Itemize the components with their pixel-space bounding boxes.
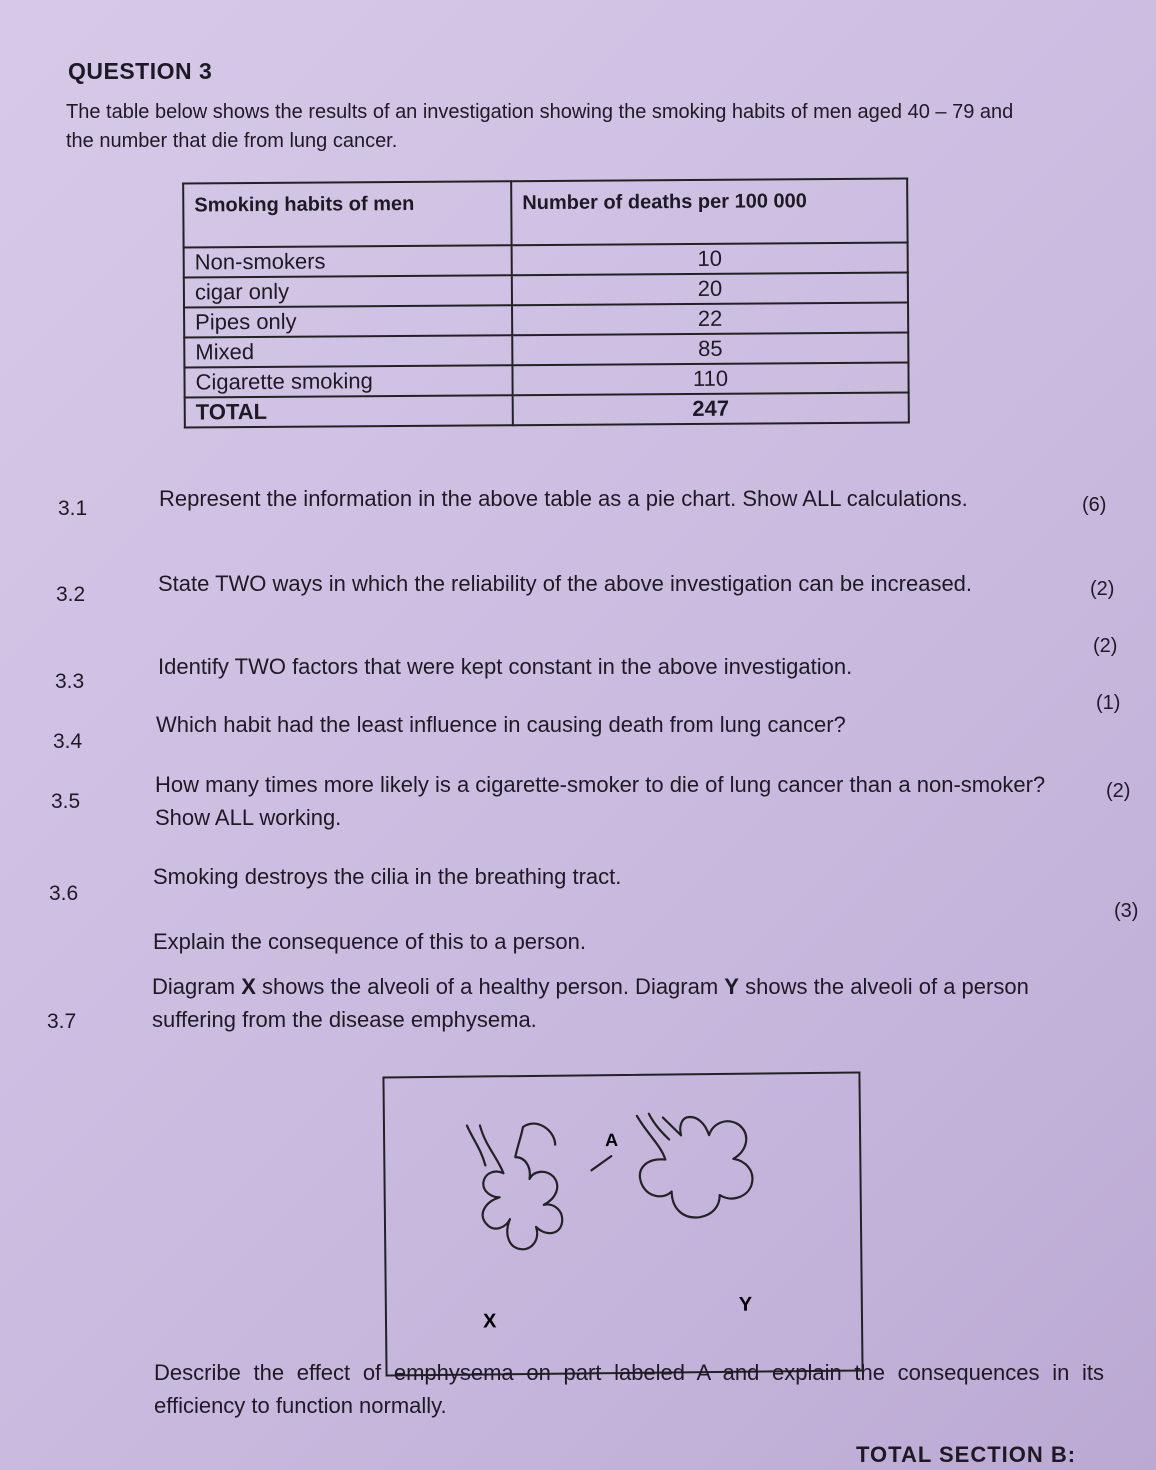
cell-habit: Pipes only: [184, 305, 512, 337]
cell-habit: TOTAL: [185, 395, 513, 427]
footer-total: TOTAL SECTION B:: [856, 1442, 1077, 1467]
cell-deaths: 10: [512, 242, 908, 275]
question-number: 3.4: [53, 730, 83, 753]
cell-habit: Cigarette smoking: [184, 365, 512, 397]
label-a-pointer: [591, 1156, 611, 1170]
question-title: QUESTION 3: [68, 58, 213, 84]
question-number: 3.7: [47, 1010, 77, 1033]
question-number: 3.1: [58, 497, 88, 520]
cell-habit: Non-smokers: [184, 245, 512, 277]
text-part: shows the alveoli of a healthy person. Diagram: [255, 974, 725, 999]
question-text: State TWO ways in which the reliability of the above investigation can be increased.: [158, 571, 973, 596]
question-marks: (6): [1082, 494, 1107, 516]
header-deaths: Number of deaths per 100 000: [511, 178, 907, 245]
alveoli-drawing: [384, 1074, 861, 1375]
label-a: A: [605, 1130, 619, 1151]
cell-habit: cigar only: [184, 275, 512, 307]
diagram-x-ref: X: [241, 974, 256, 999]
cell-deaths: 247: [513, 392, 909, 425]
intro-text: The table below shows the results of an investigation showing the smoking habits of men aged 40 – 79 and the number that die from lung cancer.: [66, 101, 1014, 152]
question-marks: (2): [1106, 780, 1131, 802]
describe-text: Describe the effect of emphysema on part labeled A and explain the consequences in its efficiency to function normally.: [154, 1360, 1104, 1418]
question-text: Identify TWO factors that were kept constant in the above investigation.: [158, 654, 853, 679]
question-marks: (2): [1093, 635, 1118, 657]
alveoli-diagram: [382, 1072, 863, 1377]
question-text: Smoking destroys the cilia in the breathing tract.: [153, 864, 622, 889]
alveoli-x-outline: [467, 1123, 563, 1250]
cell-deaths: 85: [512, 332, 908, 365]
question-number: 3.3: [55, 670, 85, 693]
table-header-row: [183, 178, 907, 247]
alveoli-y-outline: [637, 1113, 753, 1218]
question-text: [152, 970, 1077, 1036]
cell-deaths: 20: [512, 272, 908, 305]
label-y: Y: [738, 1293, 753, 1316]
question-text: How many times more likely is a cigarette-smoker to die of lung cancer than a non-smoker? Show ALL working.: [155, 772, 1046, 830]
question-number: 3.6: [49, 882, 79, 905]
smoking-table: [182, 177, 910, 428]
text-part: Diagram: [152, 974, 242, 999]
diagram-y-ref: Y: [724, 974, 739, 999]
question-number: 3.2: [56, 583, 86, 606]
cell-deaths: 22: [512, 302, 908, 335]
question-text-2: Explain the consequence of this to a person.: [153, 929, 586, 954]
cell-deaths: 110: [512, 362, 908, 395]
text-part: shows the alveoli of a person suffering from the disease emphysema.: [152, 974, 1029, 1032]
question-text: Represent the information in the above table as a pie chart. Show ALL calculations.: [159, 486, 968, 511]
question-marks: (1): [1096, 692, 1121, 714]
question-text: Which habit had the least influence in causing death from lung cancer?: [156, 712, 846, 737]
question-number: 3.5: [51, 790, 81, 813]
table-total-row: [185, 392, 909, 427]
cell-habit: Mixed: [184, 335, 512, 367]
header-habit: Smoking habits of men: [183, 181, 511, 247]
question-marks: (3): [1114, 900, 1139, 922]
label-x: X: [482, 1310, 497, 1333]
question-marks: (2): [1090, 578, 1115, 600]
